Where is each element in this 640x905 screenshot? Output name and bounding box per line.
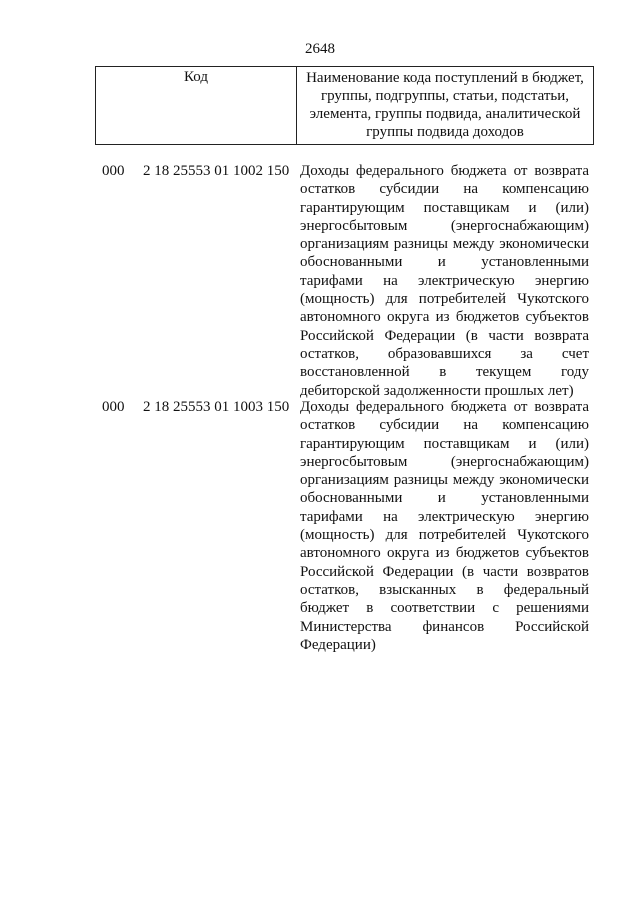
header-name-column: Наименование кода поступлений в бюджет, группы, подгруппы, статьи, подстатьи, элемента, группы подвида, аналитической группы подвида доходов [306,70,584,140]
revenue-description: Доходы федерального бюджета от возврата остатков субсидии на компенсацию гарантирующим поставщикам и (или) энергосбытовым (энергоснабжающим) организациям разницы между экономически обоснованными и установленными тарифами на электрическую энергию (мощность) для потребителей Чукотского автономного округа из бюджетов субъектов Российской Федерации (в части возвратов остатков, взысканных в федеральный бюджет в соответствии с решениями Министерства финансов Российской Федерации) [300,399,589,653]
revenue-description: Доходы федерального бюджета от возврата остатков субсидии на компенсацию гарантирующим поставщикам и (или) энергосбытовым (энергоснабжающим) организациям разницы между экономически обоснованными и установленными тарифами на электрическую энергию (мощность) для потребителей Чукотского автономного округа из бюджетов субъектов Российской Федерации (в части возврата остатков, образовавшихся за счет восстановленной в текущем году дебиторской задолженности прошлых лет) [300,163,589,399]
page-number: 2648 [305,41,335,57]
revenue-code: 2 18 25553 01 1003 150 [143,399,290,415]
admin-code: 000 [102,163,125,179]
header-code-column: Код [96,67,297,144]
admin-code: 000 [102,399,125,415]
table-header [95,66,594,145]
revenue-code: 2 18 25553 01 1002 150 [143,163,290,179]
